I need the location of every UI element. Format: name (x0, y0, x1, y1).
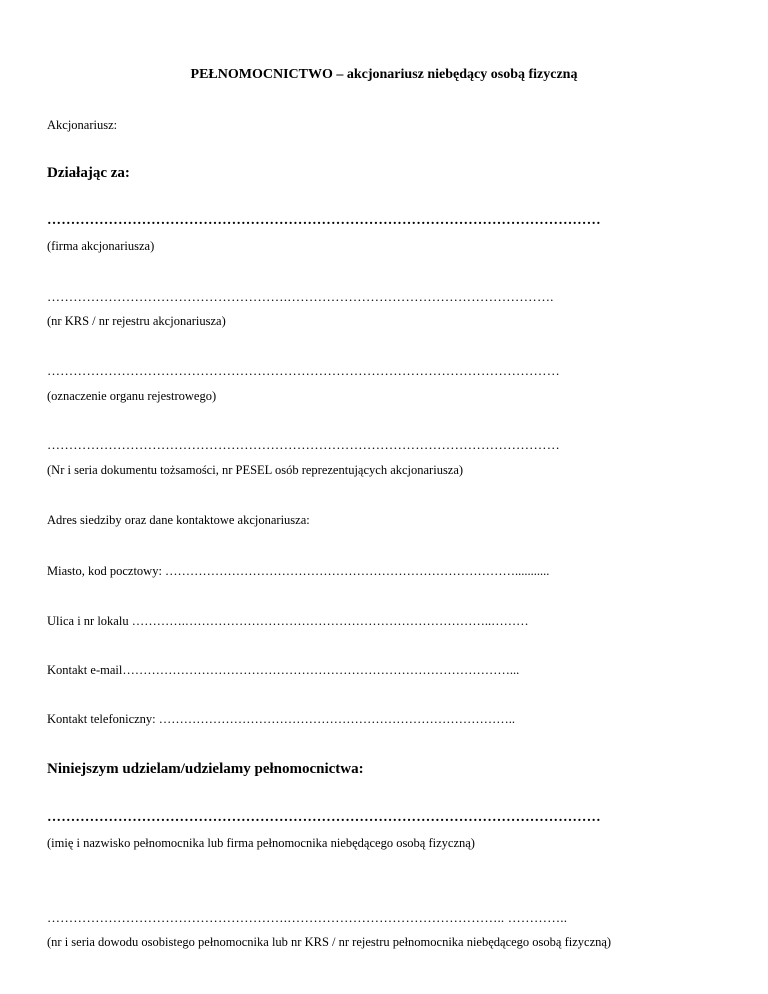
acting-for-heading: Działając za: (47, 165, 130, 181)
phone-label: Kontakt telefoniczny: (47, 712, 156, 726)
proxy-name-field[interactable]: ……………………………………………………………………………………………………… (47, 810, 601, 825)
document-title: PEŁNOMOCNICTWO – akcjonariusz niebędący osobą fizyczną (190, 67, 578, 82)
address-heading: Adres siedziby oraz dane kontaktowe akcjonariusza: (47, 513, 310, 527)
registry-body-caption: (oznaczenie organu rejestrowego) (47, 389, 217, 403)
email-label: Kontakt e-mail (47, 663, 123, 677)
grant-heading: Niniejszym udzielam/udzielamy pełnomocnictwa: (47, 761, 364, 777)
phone-row (47, 712, 515, 727)
street-field[interactable]: ………….………………………………………………………………..……… (131, 614, 529, 628)
id-document-field[interactable]: ……………………………………………………………………………………………………… (47, 437, 560, 452)
city-field[interactable]: …………………………………………………………………………........... (165, 564, 550, 578)
firm-caption: (firma akcjonariusza) (47, 239, 155, 253)
proxy-id-field[interactable]: ……………………………………………….………………………………………….. ………….. (47, 910, 568, 925)
registry-body-field[interactable]: ……………………………………………………………………………………………………… (47, 363, 560, 378)
email-row (47, 663, 519, 678)
city-row (47, 564, 549, 579)
krs-field[interactable]: ……………………………………………….……………………………………………………. (47, 289, 554, 304)
phone-field[interactable]: ………………………………………………………………………….. (158, 712, 516, 726)
street-row (47, 614, 529, 629)
city-label: Miasto, kod pocztowy: (47, 564, 162, 578)
email-field[interactable]: …………………………………………………………………………………... (122, 663, 520, 677)
proxy-name-caption: (imię i nazwisko pełnomocnika lub firma pełnomocnika niebędącego osobą fizyczną) (47, 836, 475, 850)
krs-caption: (nr KRS / nr rejestru akcjonariusza) (47, 314, 226, 328)
firm-field[interactable]: ……………………………………………………………………………………………………… (47, 213, 601, 228)
proxy-id-caption: (nr i seria dowodu osobistego pełnomocnika lub nr KRS / nr rejestru pełnomocnika niebędącego osobą fizyczną) (47, 935, 612, 949)
street-label: Ulica i nr lokalu (47, 614, 129, 628)
shareholder-label: Akcjonariusz: (47, 118, 118, 132)
id-document-caption: (Nr i seria dokumentu tożsamości, nr PESEL osób reprezentujących akcjonariusza) (47, 463, 464, 477)
